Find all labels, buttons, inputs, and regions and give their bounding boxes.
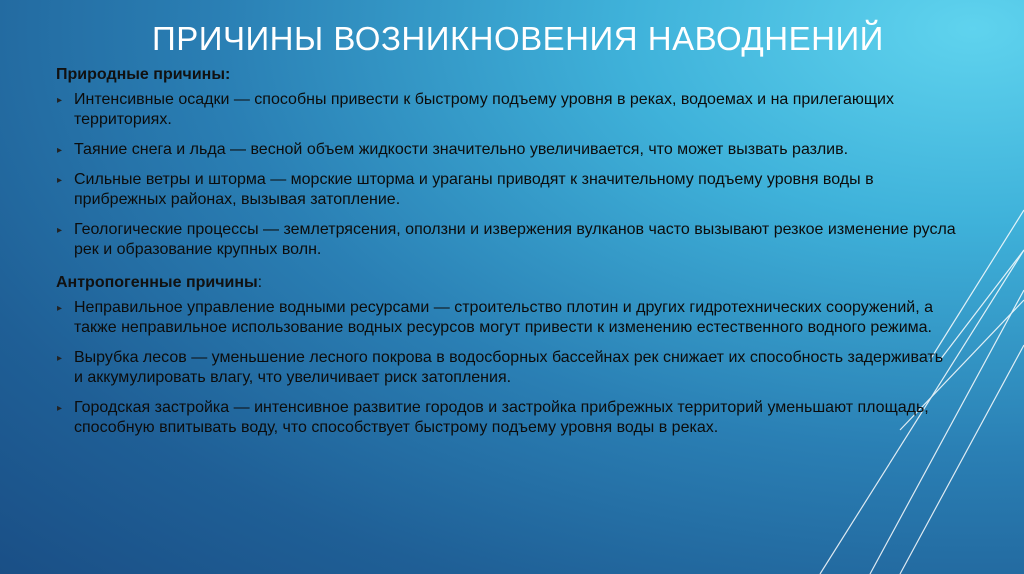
section-heading-anthropogenic (56, 274, 956, 292)
slide-title: ПРИЧИНЫ ВОЗНИКНОВЕНИЯ НАВОДНЕНИЙ (152, 20, 884, 57)
bullet-arrow-icon: ▸ (57, 403, 63, 414)
bullet-arrow-icon: ▸ (57, 175, 63, 186)
list-item (56, 348, 956, 388)
list-item-text: Геологические процессы — землетрясения, оползни и извержения вулканов часто вызывают резкое изменение русла рек и образование крупных волн. (74, 221, 956, 258)
list-item-text: Сильные ветры и шторма — морские шторма и ураганы приводят к значительному подъему уровня воды в прибрежных районах, вызывая затопление. (74, 171, 874, 208)
section-heading-colon: : (257, 274, 263, 291)
section-heading-natural (56, 66, 956, 84)
section-heading-text: Природные причины: (56, 66, 231, 83)
list-item-text: Таяние снега и льда — весной объем жидкости значительно увеличивается, что может вызвать разлив. (74, 141, 849, 158)
bullet-arrow-icon: ▸ (57, 303, 63, 314)
bullet-arrow-icon: ▸ (57, 353, 63, 364)
list-item (56, 220, 956, 260)
list-item-text: Неправильное управление водными ресурсами — строительство плотин и других гидротехнических сооружений, а также неправильное использование водных ресурсов могут привести к изменению естественного водного режима. (74, 299, 933, 336)
bullet-arrow-icon: ▸ (57, 95, 63, 106)
anthropogenic-causes-list (56, 298, 956, 438)
list-item (56, 298, 956, 338)
slide-content (56, 66, 956, 448)
natural-causes-list (56, 90, 956, 260)
list-item (56, 398, 956, 438)
section-heading-text: Антропогенные причины (56, 274, 258, 291)
bullet-arrow-icon: ▸ (57, 145, 63, 156)
list-item (56, 140, 956, 160)
list-item (56, 90, 956, 130)
list-item-text: Интенсивные осадки — способны привести к быстрому подъему уровня в реках, водоемах и на прилегающих территориях. (74, 91, 894, 128)
bullet-arrow-icon: ▸ (57, 225, 63, 236)
list-item-text: Городская застройка — интенсивное развитие городов и застройка прибрежных территорий уменьшают площадь, способную впитывать воду, что способствует быстрому подъему уровня воды в реках. (74, 399, 929, 436)
list-item-text: Вырубка лесов — уменьшение лесного покрова в водосборных бассейнах рек снижает их способность задерживать и аккумулировать влагу, что увеличивает риск затопления. (74, 349, 944, 386)
list-item (56, 170, 956, 210)
